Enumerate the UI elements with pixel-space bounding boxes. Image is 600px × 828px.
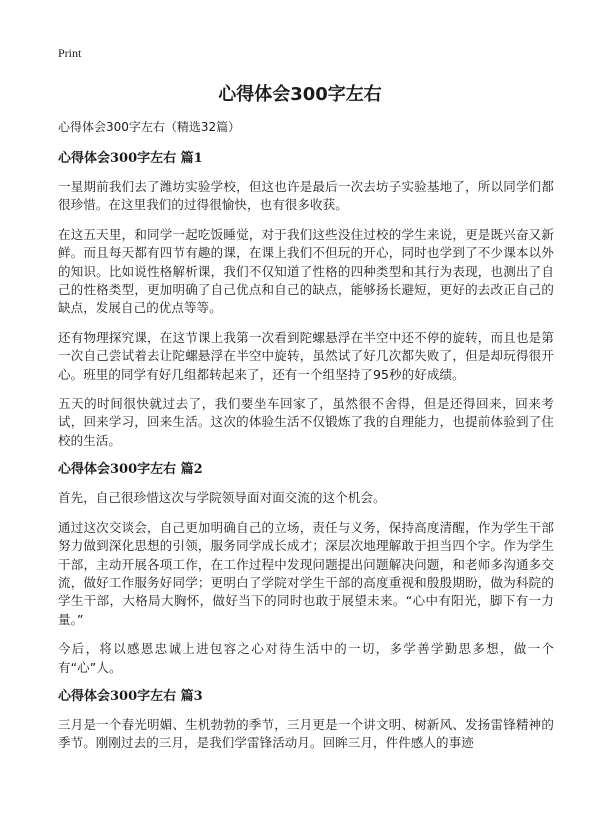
paragraph: 首先，自己很珍惜这次与学院领导面对面交流的这个机会。 xyxy=(58,490,386,506)
document-subtitle: 心得体会300字左右（精选32篇） xyxy=(58,120,241,134)
section-heading: 心得体会300字左右 篇2 xyxy=(58,462,203,478)
paragraph: 通过这次交谈会，自己更加明确自己的立场，责任与义务，保持高度清醒，作为学生干部努力做到深化思想的引领，服务同学成长成才；深层次地理解敢于担当四个字。作为学生干部，主动开展各项工作，在工作过程中发现问题提出问题解决问题，和老师多沟通多交流，做好工作服务好同学；更明白了学院对学生干部的高度重视和殷殷期盼，做为科院的学生干部，大格局大胸怀，做好当下的同时也敢于展望未来。“心中有阳光，脚下有一力量。” xyxy=(58,519,554,627)
section-heading: 心得体会300字左右 篇1 xyxy=(58,151,203,166)
section-heading: 心得体会300字左右 篇3 xyxy=(58,688,203,704)
print-label: Print xyxy=(58,46,82,60)
document-body xyxy=(58,118,554,764)
paragraph: 今后，将以感恩忠诚上进包容之心对待生活中的一切，多学善学勤思多想，做一个有“心”人。 xyxy=(58,641,554,675)
paragraph: 在这五天里，和同学一起吃饭睡觉，对于我们这些没住过校的学生来说，更是既兴奋又新鲜。而且每天都有四节有趣的课，在课上我们不但玩的开心，同时也学到了不少课本以外的知识。比如说性格解析课，我们不仅知道了性格的四种类型和其行为表现，也测出了自己的性格类型，更加明确了自己优点和自己的缺点，能够扬长避短，更好的去改正自己的缺点，发展自己的优点等等。 xyxy=(58,226,554,316)
paragraph: 还有物理探究课，在这节课上我第一次看到陀螺悬浮在半空中还不停的旋转，而且也是第一次自己尝试着去让陀螺悬浮在半空中旋转，虽然试了好几次都失败了，但是却玩得很开心。班里的同学有好几组都转起来了，还有一个组坚持了95秒的好成绩。 xyxy=(58,329,554,382)
page-title: 心得体会300字左右 xyxy=(218,84,382,105)
section-3 xyxy=(58,688,554,753)
section-2 xyxy=(58,461,554,677)
paragraph: 三月是一个春光明媚、生机勃勃的季节，三月更是一个讲文明、树新风、发扬雷锋精神的季节。刚刚过去的三月，是我们学雷锋活动月。回眸三月，件件感人的事迹 xyxy=(58,716,554,751)
section-1 xyxy=(58,150,554,450)
paragraph: 五天的时间很快就过去了，我们要坐车回家了，虽然很不舍得，但是还得回来，回来考试，回来学习，回来生活。这次的体验生活不仅锻炼了我的自理能力，也提前体验到了住校的生活。 xyxy=(58,396,554,448)
paragraph: 一星期前我们去了潍坊实验学校，但这也许是最后一次去坊子实验基地了，所以同学们都很珍惜。在这里我们的过得很愉快，也有很多收获。 xyxy=(58,179,554,213)
